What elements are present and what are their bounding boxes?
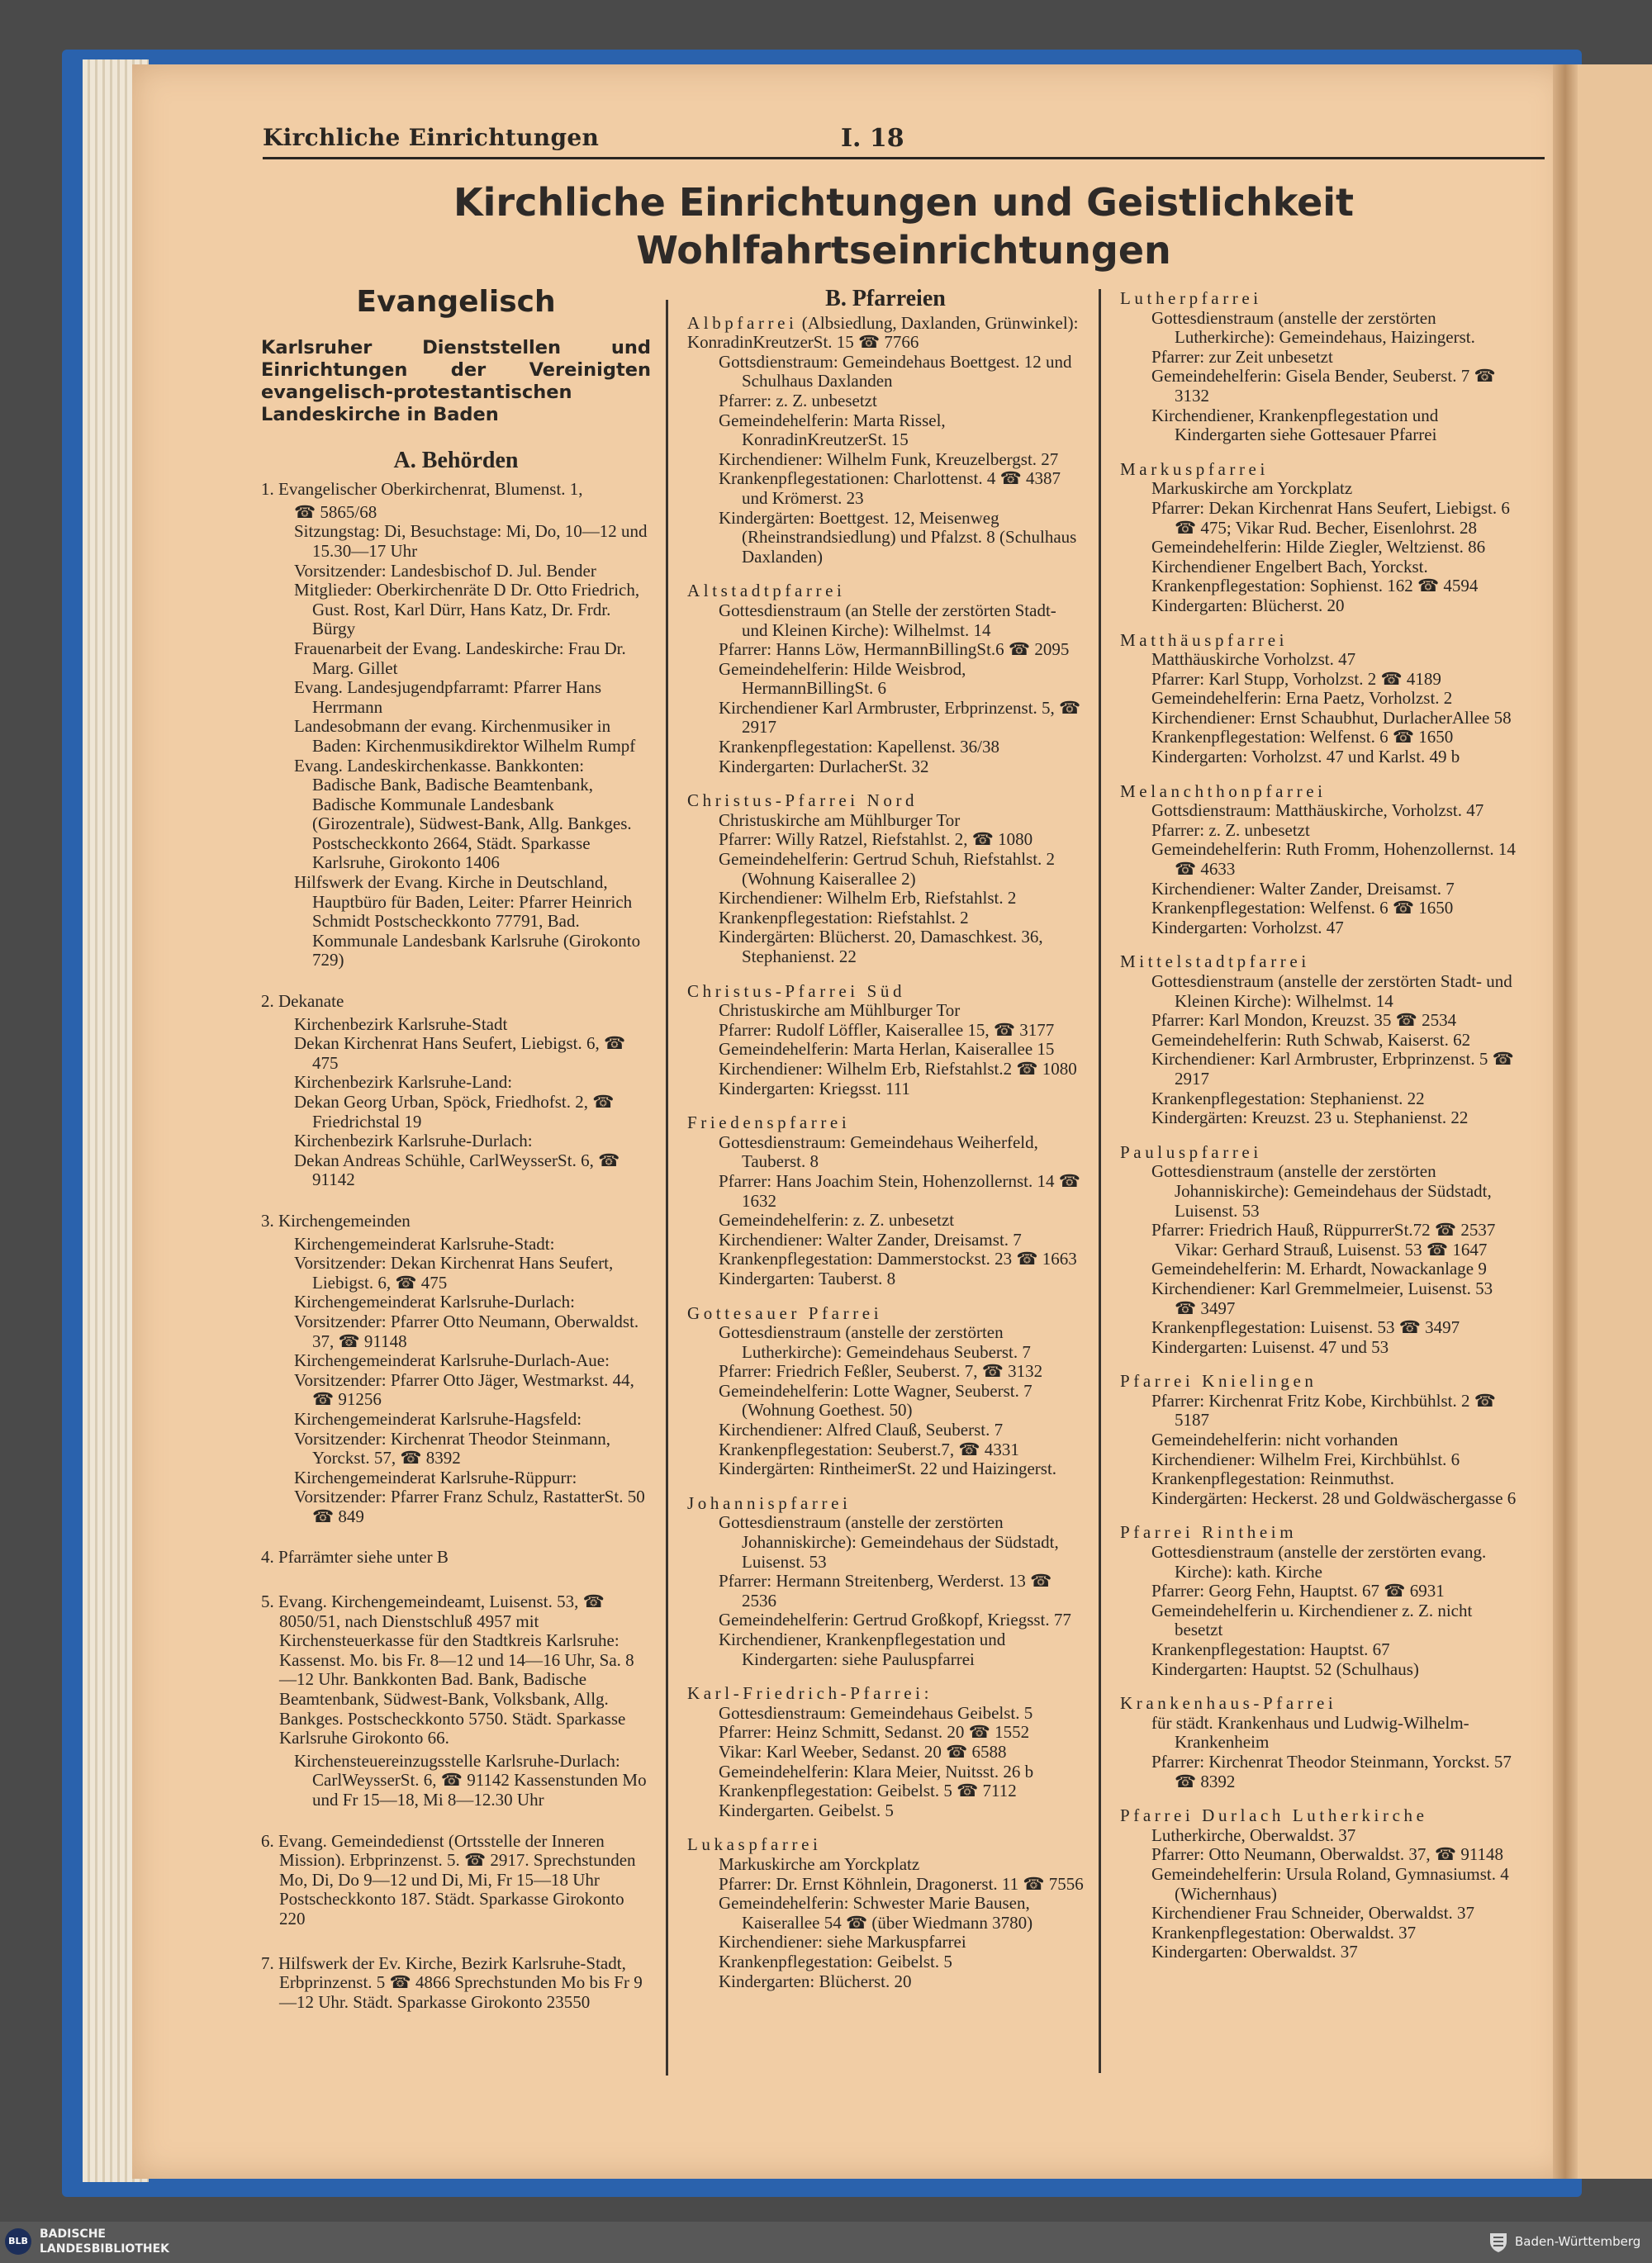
- parish-detail-line: Gottesdienstraum (anstelle der zerstörten Lutherkirche): Gemeindehaus, Haizingerst.: [1151, 307, 1475, 348]
- parish-detail-line: Christuskirche am Mühlburger Tor: [719, 809, 961, 830]
- column-rule-2: [1099, 289, 1101, 2073]
- spacer: [261, 1810, 651, 1832]
- parish-heading: [1120, 1806, 1517, 1826]
- parish-detail-line: Kirchendiener Engelbert Bach, Yorckst.: [1151, 556, 1428, 576]
- parish-detail-line: Pfarrer: Hanns Löw, HermannBillingSt.6 ☎ 2095: [719, 639, 1070, 660]
- facing-page: [1569, 64, 1652, 2179]
- parish-detail-line: Kindergärten: RintheimerSt. 22 und Haizingerst.: [719, 1459, 1057, 1479]
- parish-heading-detail: (Albsiedlung, Daxlanden, Grünwinkel): KonradinKreutzerSt. 15 ☎ 7766: [687, 312, 1079, 353]
- parish-entry: [687, 791, 1084, 966]
- parish-detail-line: Markuskirche am Yorckplatz: [1151, 478, 1353, 499]
- parish-detail-line: Pfarrer: Rudolf Löffler, Kaiserallee 15, ☎ 3177: [719, 1019, 1055, 1040]
- parish-detail-line: Krankenpflegestationen: Charlottenst. 4 ☎ 4387 und Krömerst. 23: [719, 468, 1061, 508]
- parish-detail-line: Krankenpflegestation: Geibelst. 5: [719, 1951, 952, 1971]
- parish-name: Karl-Friedrich-Pfarrei:: [687, 1683, 933, 1704]
- entry-line: Sitzungstag: Di, Besuchstage: Mi, Do, 10—12 und 15.30—17 Uhr: [294, 521, 648, 561]
- parish-name: Matthäuspfarrei: [1120, 629, 1289, 650]
- parish-detail-line: Gottesdienstraum: Gemeindehaus Weiherfeld, Tauberst. 8: [719, 1132, 1038, 1172]
- parish-detail-line: Krankenpflegestation: Hauptst. 67: [1151, 1639, 1390, 1659]
- parish-heading: [1120, 952, 1517, 972]
- parish-detail-line: Vikar: Karl Weeber, Sedanst. 20 ☎ 6588: [719, 1741, 1007, 1762]
- parish-detail-line: Gemeindehelferin: Ruth Schwab, Kaiserst. 62: [1151, 1029, 1471, 1050]
- blb-logo-icon: BLB: [5, 2228, 31, 2255]
- parish-name: Mittelstadtpfarrei: [1120, 951, 1310, 972]
- column-3: [1120, 289, 1517, 1977]
- parish-detail-line: Pfarrer: Friedrich Feßler, Seuberst. 7, ☎ 3132: [719, 1361, 1043, 1382]
- parish-heading: [687, 791, 1084, 811]
- parish-name: Lutherpfarrei: [1120, 288, 1262, 308]
- parish-detail-line: Gottsdienstraum: Matthäuskirche, Vorholzst. 47: [1151, 800, 1484, 821]
- parish-heading: [687, 1494, 1084, 1514]
- parish-detail-line: Pfarrer: Kirchenrat Fritz Kobe, Kirchbühlst. 2 ☎ 5187: [1151, 1390, 1496, 1430]
- numbered-entry: 4. Pfarrämter siehe unter B: [261, 1547, 449, 1568]
- parish-detail-line: Pfarrer: Karl Stupp, Vorholzst. 2 ☎ 4189: [1151, 668, 1441, 689]
- intro-text: Karlsruher Dienststellen und Einrichtungen der Vereinigten evangelisch-protestantischen Landeskirche in Baden: [261, 336, 651, 425]
- parish-detail-line: Kindergarten: Vorholzst. 47 und Karlst. 49 b: [1151, 747, 1460, 767]
- parish-detail-line: Pfarrer: Hermann Streitenberg, Werderst. 13 ☎ 2536: [719, 1571, 1052, 1611]
- parish-detail-line: Kirchendiener, Krankenpflegestation und Kindergarten: siehe Pauluspfarrei: [719, 1630, 1006, 1669]
- spacer: [261, 970, 651, 992]
- parish-name: Christus-Pfarrei Süd: [687, 980, 906, 1001]
- parish-heading: [1120, 782, 1517, 802]
- parish-detail-line: Kindergarten: Oberwaldst. 37: [1151, 1942, 1358, 1962]
- parish-name: Gottesauer Pfarrei: [687, 1302, 883, 1323]
- parish-list-2: [1120, 289, 1517, 1962]
- parish-heading: [687, 1684, 1084, 1704]
- parish-entry: [687, 581, 1084, 776]
- parish-heading: [1120, 460, 1517, 480]
- parish-detail-line: Krankenpflegestation: Reinmuthst.: [1151, 1468, 1394, 1489]
- entry-line: Vorsitzender: Landesbischof D. Jul. Bender: [294, 560, 596, 581]
- entry-line: Dekan Georg Urban, Spöck, Friedhofst. 2, ☎ Friedrichstal 19: [294, 1092, 615, 1132]
- parish-detail-line: Kirchendiener Frau Schneider, Oberwaldst. 37: [1151, 1903, 1475, 1924]
- parish-detail-line: Krankenpflegestation: Dammerstockst. 23 ☎ 1663: [719, 1249, 1077, 1269]
- numbered-entry: 6. Evang. Gemeindedienst (Ortsstelle der Inneren Mission). Erbprinzenst. 5. ☎ 2917. Sprechstunden Mo, Di, Do 9—12 und Di, Mi, Fr 15—18 Uhr Postscheckkonto 187. Städt. Sparkasse Girokonto 220: [261, 1830, 636, 1929]
- parish-detail-line: für städt. Krankenhaus und Ludwig-Wilhelm-Krankenheim: [1151, 1712, 1469, 1753]
- state-name: Baden-Württemberg: [1515, 2234, 1641, 2249]
- parish-detail-line: Kirchendiener: Wilhelm Frei, Kirchbühlst. 6: [1151, 1449, 1460, 1469]
- parish-detail-line: Lutherkirche, Oberwaldst. 37: [1151, 1824, 1356, 1845]
- parish-detail-line: Pfarrer: z. Z. unbesetzt: [719, 390, 877, 410]
- section-behoerden: A. Behörden: [393, 447, 519, 473]
- parish-entry: [1120, 1143, 1517, 1358]
- entry-line: Kirchengemeinderat Karlsruhe-Rüppurr:: [294, 1467, 577, 1487]
- parish-entry: [1120, 460, 1517, 616]
- parish-entry: [1120, 1694, 1517, 1791]
- entry-line: Kirchengemeinderat Karlsruhe-Hagsfeld:: [294, 1408, 582, 1429]
- parish-name: Christus-Pfarrei Nord: [687, 790, 919, 811]
- parish-heading: [1120, 1143, 1517, 1163]
- numbered-entry: 2. Dekanate: [261, 991, 344, 1012]
- entry-line: Vorsitzender: Pfarrer Otto Jäger, Westmarkst. 44, ☎ 91256: [294, 1369, 634, 1410]
- entry-line: Hilfswerk der Evang. Kirche in Deutschland, Hauptbüro für Baden, Leiter: Pfarrer Heinrich Schmidt Postscheckkonto 77791, Bad. Kommunale Landesbank Karlsruhe (Girokonto 729): [294, 872, 641, 970]
- parish-detail-line: Pfarrer: Karl Mondon, Kreuzst. 35 ☎ 2534: [1151, 1010, 1457, 1031]
- parish-detail-line: Gottesdienstraum (anstelle der zerstörten Lutherkirche): Gemeindehaus Seuberst. 7: [719, 1322, 1031, 1362]
- parish-detail-line: Pfarrer: z. Z. unbesetzt: [1151, 819, 1310, 840]
- parish-name: Pfarrei Durlach Lutherkirche: [1120, 1805, 1428, 1826]
- parish-detail-line: Kirchendiener: Karl Gremmelmeier, Luisenst. 53 ☎ 3497: [1151, 1278, 1493, 1318]
- parish-detail-line: Gottesdienstraum (anstelle der zerstörten Stadt- und Kleinen Kirche): Wilhelmst. 14: [1151, 971, 1512, 1011]
- parish-detail-line: Krankenpflegestation: Geibelst. 5 ☎ 7112: [719, 1781, 1017, 1801]
- parish-detail-line: Gemeindehelferin: Lotte Wagner, Seuberst. 7 (Wohnung Goethest. 50): [719, 1380, 1032, 1421]
- parish-detail-line: Krankenpflegestation: Welfenst. 6 ☎ 1650: [1151, 727, 1454, 747]
- spacer: [261, 1571, 651, 1592]
- numbered-entry: 3. Kirchengemeinden: [261, 1210, 411, 1231]
- parish-name: Lukaspfarrei: [687, 1834, 822, 1855]
- parish-detail-line: Gemeindehelferin: Klara Meier, Nuitsst. 26 b: [719, 1761, 1034, 1781]
- parish-heading: [1120, 631, 1517, 651]
- entry-line: Evang. Landeskirchenkasse. Bankkonten: Badische Bank, Badische Beamtenbank, Badische Kommunale Landesbank (Girozentrale), Südwest-Bank, Allg. Bankges. Postscheckkonto 2664, Städt. Sparkasse Karlsruhe, Girokonto 1406: [294, 755, 632, 873]
- parish-entry: [1120, 1523, 1517, 1679]
- parish-detail-line: Kirchendiener: Wilhelm Funk, Kreuzelbergst. 27: [719, 448, 1059, 469]
- parish-detail-line: Matthäuskirche Vorholzst. 47: [1151, 649, 1356, 670]
- parish-detail-line: Kindergarten: DurlacherSt. 32: [719, 756, 929, 776]
- column-1: [261, 287, 651, 2015]
- spacer: [261, 1526, 651, 1548]
- parish-detail-line: Krankenpflegestation: Riefstahlst. 2: [719, 907, 969, 927]
- parish-detail-line: Pfarrer: Otto Neumann, Oberwaldst. 37, ☎ 91148: [1151, 1844, 1504, 1865]
- parish-detail-line: Kirchendiener: Walter Zander, Dreisamst. 7: [719, 1229, 1022, 1250]
- entry-line: Kirchengemeinderat Karlsruhe-Durlach-Aue:: [294, 1350, 610, 1371]
- parish-detail-line: Pfarrer: Friedrich Hauß, RüppurrerSt.72 ☎ 2537 Vikar: Gerhard Strauß, Luisenst. 53 ☎ 1647: [1151, 1220, 1496, 1260]
- parish-name: Krankenhaus-Pfarrei: [1120, 1693, 1337, 1714]
- parish-detail-line: Pfarrer: Hans Joachim Stein, Hohenzollernst. 14 ☎ 1632: [719, 1170, 1080, 1211]
- parish-detail-line: Kindergarten. Geibelst. 5: [719, 1800, 894, 1820]
- parish-entry: [1120, 952, 1517, 1127]
- parish-detail-line: Pfarrer: Kirchenrat Theodor Steinmann, Yorckst. 57 ☎ 8392: [1151, 1751, 1512, 1791]
- parish-detail-line: Gemeindehelferin: Gertrud Großkopf, Kriegsst. 77: [719, 1610, 1071, 1630]
- parish-entry: [687, 1684, 1084, 1820]
- entry-line: Vorsitzender: Pfarrer Otto Neumann, Oberwaldst. 37, ☎ 91148: [294, 1311, 639, 1351]
- parish-detail-line: Christuskirche am Mühlburger Tor: [719, 1000, 961, 1021]
- heading-pfarreien: B. Pfarreien: [825, 286, 946, 311]
- parish-heading: [687, 581, 1084, 601]
- entry-line: Kirchenbezirk Karlsruhe-Stadt: [294, 1013, 508, 1034]
- parish-detail-line: Kirchendiener, Krankenpflegestation und Kindergarten siehe Gottesauer Pfarrei: [1151, 405, 1439, 445]
- parish-heading: [687, 1835, 1084, 1855]
- parish-entry: [1120, 631, 1517, 767]
- parish-detail-line: Pfarrer: Heinz Schmitt, Sedanst. 20 ☎ 1552: [719, 1722, 1030, 1743]
- parish-detail-line: Krankenpflegestation: Sophienst. 162 ☎ 4594: [1151, 576, 1479, 596]
- numbered-entry: 1. Evangelischer Oberkirchenrat, Blumenst. 1,: [261, 479, 583, 500]
- entry-line: Kirchengemeinderat Karlsruhe-Durlach:: [294, 1292, 575, 1312]
- parish-name: Friedenspfarrei: [687, 1113, 851, 1133]
- parish-detail-line: Krankenpflegestation: Kapellenst. 36/38: [719, 737, 999, 757]
- parish-heading: [687, 982, 1084, 1002]
- parish-name: Johannispfarrei: [687, 1492, 852, 1513]
- parish-detail-line: Gemeindehelferin: Marta Herlan, Kaiserallee 15: [719, 1039, 1055, 1060]
- parish-detail-line: Kirchendiener: Karl Armbruster, Erbprinzenst. 5 ☎ 2917: [1151, 1049, 1514, 1089]
- parish-heading: [1120, 1372, 1517, 1392]
- title-line-1: Kirchliche Einrichtungen und Geistlichkeit: [453, 180, 1355, 225]
- title-line-2: Wohlfahrtseinrichtungen: [636, 228, 1171, 273]
- parish-detail-line: Gemeindehelferin: Hilde Ziegler, Weltzienst. 86: [1151, 537, 1486, 557]
- column-2: [687, 286, 1084, 2006]
- parish-detail-line: Kindergärten: Kreuzst. 23 u. Stephanienst. 22: [1151, 1108, 1469, 1128]
- library-name: [40, 2227, 169, 2256]
- parish-detail-line: Kirchendiener: Ernst Schaubhut, DurlacherAllee 58: [1151, 707, 1512, 728]
- spacer: [261, 1190, 651, 1212]
- parish-detail-line: Kirchendiener: siehe Markuspfarrei: [719, 1932, 966, 1952]
- parish-detail-line: Kirchendiener Karl Armbruster, Erbprinzenst. 5, ☎ 2917: [719, 697, 1081, 738]
- parish-entry: [1120, 782, 1517, 938]
- parish-detail-line: Pfarrer: Georg Fehn, Hauptst. 67 ☎ 6931: [1151, 1581, 1445, 1601]
- parish-detail-line: Gemeindehelferin: Erna Paetz, Vorholzst. 2: [1151, 688, 1453, 709]
- parish-detail-line: Kindergarten: Tauberst. 8: [719, 1268, 896, 1288]
- parish-entry: [1120, 289, 1517, 445]
- parish-detail-line: Gottsdienstraum: Gemeindehaus Boettgest. 12 und Schulhaus Daxlanden: [719, 351, 1072, 391]
- lion-crest-icon: [1488, 2230, 1508, 2253]
- parish-name: Melanchthonpfarrei: [1120, 780, 1327, 801]
- entry-line: Kirchenbezirk Karlsruhe-Land:: [294, 1072, 513, 1093]
- parish-detail-line: Gemeindehelferin: Ruth Fromm, Hohenzollernst. 14 ☎ 4633: [1151, 839, 1516, 880]
- heading-evangelisch: Evangelisch: [356, 285, 556, 319]
- parish-detail-line: Gottesdienstraum (anstelle der zerstörten evang. Kirche): kath. Kirche: [1151, 1542, 1487, 1582]
- parish-detail-line: Kirchendiener: Wilhelm Erb, Riefstahlst. 2: [719, 888, 1017, 909]
- parish-detail-line: Gemeindehelferin: Gertrud Schuh, Riefstahlst. 2 (Wohnung Kaiserallee 2): [719, 849, 1056, 889]
- entry-line: Dekan Kirchenrat Hans Seufert, Liebigst. 6, ☎ 475: [294, 1033, 626, 1073]
- book-gutter: [1553, 64, 1578, 2179]
- numbered-entry: 5. Evang. Kirchengemeindeamt, Luisenst. 53, ☎ 8050/51, nach Dienstschluß 4957 mit Kirchensteuerkasse für den Stadtkreis Karlsruhe: Kassenst. Mo. bis Fr. 8—12 und 14—16 Uhr, Sa. 8—12 Uhr. Bankkonten Bad. Bank, Badische Beamtenbank, Südwest-Bank, Volksbank, Allg. Bankges. Postscheckkonto 5750. Städt. Sparkasse Karlsruhe Girokonto 66.: [261, 1592, 634, 1748]
- behoerden-list: [261, 480, 651, 2012]
- parish-detail-line: Kirchendiener: Wilhelm Erb, Riefstahlst.2 ☎ 1080: [719, 1058, 1077, 1079]
- parish-detail-line: Krankenpflegestation: Seuberst.7, ☎ 4331: [719, 1439, 1019, 1459]
- parish-heading: [687, 1304, 1084, 1324]
- parish-detail-line: Gemeindehelferin: nicht vorhanden: [1151, 1430, 1398, 1450]
- parish-detail-line: Kindergarten: Vorholzst. 47: [1151, 917, 1344, 937]
- parish-heading: [1120, 1523, 1517, 1543]
- parish-detail-line: Pfarrer: Dekan Kirchenrat Hans Seufert, Liebigst. 6 ☎ 475; Vikar Rud. Becher, Eisenlohrst. 28: [1151, 497, 1510, 538]
- parish-detail-line: Gottesdienstraum (an Stelle der zerstörten Stadt- und Kleinen Kirche): Wilhelmst. 14: [719, 600, 1056, 640]
- parish-entry: [687, 982, 1084, 1099]
- parish-entry: [687, 1304, 1084, 1479]
- parish-detail-line: Pfarrer: Willy Ratzel, Riefstahlst. 2, ☎ 1080: [719, 829, 1033, 850]
- parish-detail-line: Kindergärten: Blücherst. 20, Damaschkest. 36, Stephanienst. 22: [719, 927, 1043, 966]
- column-rule-1: [666, 300, 668, 2076]
- parish-detail-line: Gemeindehelferin: Marta Rissel, KonradinKreutzerSt. 15: [719, 410, 946, 450]
- entry-line: Evang. Landesjugendpfarramt: Pfarrer Hans Herrmann: [294, 677, 602, 717]
- parish-heading: [687, 1113, 1084, 1133]
- entry-line: Vorsitzender: Dekan Kirchenrat Hans Seufert, Liebigst. 6, ☎ 475: [294, 1253, 614, 1293]
- parish-detail-line: Kindergarten: Luisenst. 47 und 53: [1151, 1336, 1389, 1357]
- page-title: [263, 178, 1545, 274]
- parish-entry: [687, 1113, 1084, 1288]
- parish-detail-line: Gemeindehelferin u. Kirchendiener z. Z. nicht besetzt: [1151, 1600, 1473, 1640]
- parish-detail-line: Krankenpflegestation: Stephanienst. 22: [1151, 1088, 1425, 1108]
- parish-name: Pauluspfarrei: [1120, 1141, 1262, 1162]
- parish-detail-line: Gemeindehelferin: Schwester Marie Bausen, Kaiserallee 54 ☎ (über Wiedmann 3780): [719, 1893, 1033, 1933]
- parish-name: Pfarrei Knielingen: [1120, 1371, 1317, 1392]
- entry-line: Kirchengemeinderat Karlsruhe-Stadt:: [294, 1233, 555, 1254]
- parish-detail-line: Kirchendiener: Walter Zander, Dreisamst. 7: [1151, 878, 1455, 899]
- parish-entry: [687, 1494, 1084, 1669]
- parish-name: Altstadtpfarrei: [687, 581, 846, 601]
- parish-detail-line: Kirchendiener: Alfred Clauß, Seuberst. 7: [719, 1420, 1004, 1440]
- page-number: I. 18: [841, 124, 904, 153]
- running-header-left: Kirchliche Einrichtungen: [263, 124, 600, 151]
- parish-detail-line: Gemeindehelferin: Hilde Weisbrod, HermannBillingSt. 6: [719, 658, 966, 699]
- numbered-entry: 7. Hilfswerk der Ev. Kirche, Bezirk Karlsruhe-Stadt, Erbprinzenst. 5 ☎ 4866 Sprechstunden Mo bis Fr 9—12 Uhr. Städt. Sparkasse Girokonto 23550: [261, 1952, 643, 2012]
- entry-line: Dekan Andreas Schühle, CarlWeysserSt. 6, ☎ 91142: [294, 1150, 620, 1190]
- entry-line: ☎ 5865/68: [294, 501, 377, 522]
- parish-detail-line: Gottesdienstraum: Gemeindehaus Geibelst. 5: [719, 1702, 1033, 1723]
- parish-entry: [687, 1835, 1084, 1991]
- parish-detail-line: Gottesdienstraum (anstelle der zerstörten Johanniskirche): Gemeindehaus der Südstadt, Luisenst. 53: [719, 1512, 1059, 1572]
- parish-detail-line: Pfarrer: zur Zeit unbesetzt: [1151, 346, 1333, 367]
- parish-list-1: [687, 314, 1084, 1992]
- parish-heading: [687, 314, 1084, 353]
- parish-detail-line: Gemeindehelferin: Ursula Roland, Gymnasiumst. 4 (Wichernhaus): [1151, 1863, 1509, 1904]
- parish-heading: [1120, 1694, 1517, 1714]
- parish-detail-line: Kindergärten: Boettgest. 12, Meisenweg (Rheinstrandsiedlung) und Pfalzst. 8 (Schulhaus Daxlanden): [719, 507, 1077, 567]
- spacer: [261, 1933, 651, 1954]
- parish-detail-line: Markuskirche am Yorckplatz: [719, 1853, 920, 1874]
- page-content: [132, 64, 1568, 2179]
- entry-line: Landesobmann der evang. Kirchenmusiker in Baden: Kirchenmusikdirektor Wilhelm Rumpf: [294, 716, 636, 756]
- parish-detail-line: Krankenpflegestation: Welfenst. 6 ☎ 1650: [1151, 898, 1454, 918]
- parish-detail-line: Kindergarten: Hauptst. 52 (Schulhaus): [1151, 1658, 1419, 1679]
- parish-detail-line: Kindergärten: Heckerst. 28 und Goldwäschergasse 6: [1151, 1487, 1517, 1508]
- parish-name: Markuspfarrei: [1120, 458, 1269, 479]
- parish-detail-line: Gemeindehelferin: M. Erhardt, Nowackanlage 9: [1151, 1259, 1487, 1279]
- entry-line: Mitglieder: Oberkirchenräte D Dr. Otto Friedrich, Gust. Rost, Karl Dürr, Hans Katz, Dr. Frdr. Bürgy: [294, 580, 640, 639]
- parish-detail-line: Krankenpflegestation: Oberwaldst. 37: [1151, 1922, 1417, 1943]
- entry-line: Frauenarbeit der Evang. Landeskirche: Frau Dr. Marg. Gillet: [294, 638, 626, 678]
- entry-line: Vorsitzender: Pfarrer Franz Schulz, RastatterSt. 50 ☎ 849: [294, 1487, 645, 1526]
- parish-heading: [1120, 289, 1517, 309]
- parish-entry: [1120, 1806, 1517, 1962]
- parish-detail-line: Kindergarten: Kriegsst. 111: [719, 1078, 910, 1098]
- parish-entry: [687, 314, 1084, 567]
- parish-name: Pfarrei Rintheim: [1120, 1522, 1298, 1543]
- parish-entry: [1120, 1372, 1517, 1508]
- parish-detail-line: Krankenpflegestation: Luisenst. 53 ☎ 3497: [1151, 1317, 1460, 1338]
- entry-line: Kirchensteuereinzugsstelle Karlsruhe-Durlach: CarlWeysserSt. 6, ☎ 91142 Kassenstunden Mo und Fr 15—18, Mi 8—12.30 Uhr: [294, 1750, 647, 1810]
- header-rule: [263, 157, 1545, 159]
- document-page: [132, 64, 1568, 2179]
- parish-detail-line: Kindergarten: Blücherst. 20: [719, 1971, 912, 1991]
- parish-name: Albpfarrei: [687, 312, 798, 333]
- library-name-line-2: LANDESBIBLIOTHEK: [40, 2242, 170, 2256]
- parish-detail-line: Pfarrer: Dr. Ernst Köhnlein, Dragonerst. 11 ☎ 7556: [719, 1873, 1084, 1894]
- footer-bar: [0, 2222, 1652, 2263]
- parish-detail-line: Gemeindehelferin: z. Z. unbesetzt: [719, 1210, 955, 1231]
- library-name-line-1: BADISCHE: [40, 2227, 106, 2241]
- parish-detail-line: Gottesdienstraum (anstelle der zerstörten Johanniskirche): Gemeindehaus der Südstadt, Luisenst. 53: [1151, 1161, 1492, 1221]
- parish-detail-line: Kindergarten: Blücherst. 20: [1151, 595, 1345, 615]
- parish-detail-line: Gemeindehelferin: Gisela Bender, Seuberst. 7 ☎ 3132: [1151, 366, 1496, 406]
- entry-line: Kirchenbezirk Karlsruhe-Durlach:: [294, 1131, 533, 1151]
- entry-line: Vorsitzender: Kirchenrat Theodor Steinmann, Yorckst. 57, ☎ 8392: [294, 1428, 610, 1468]
